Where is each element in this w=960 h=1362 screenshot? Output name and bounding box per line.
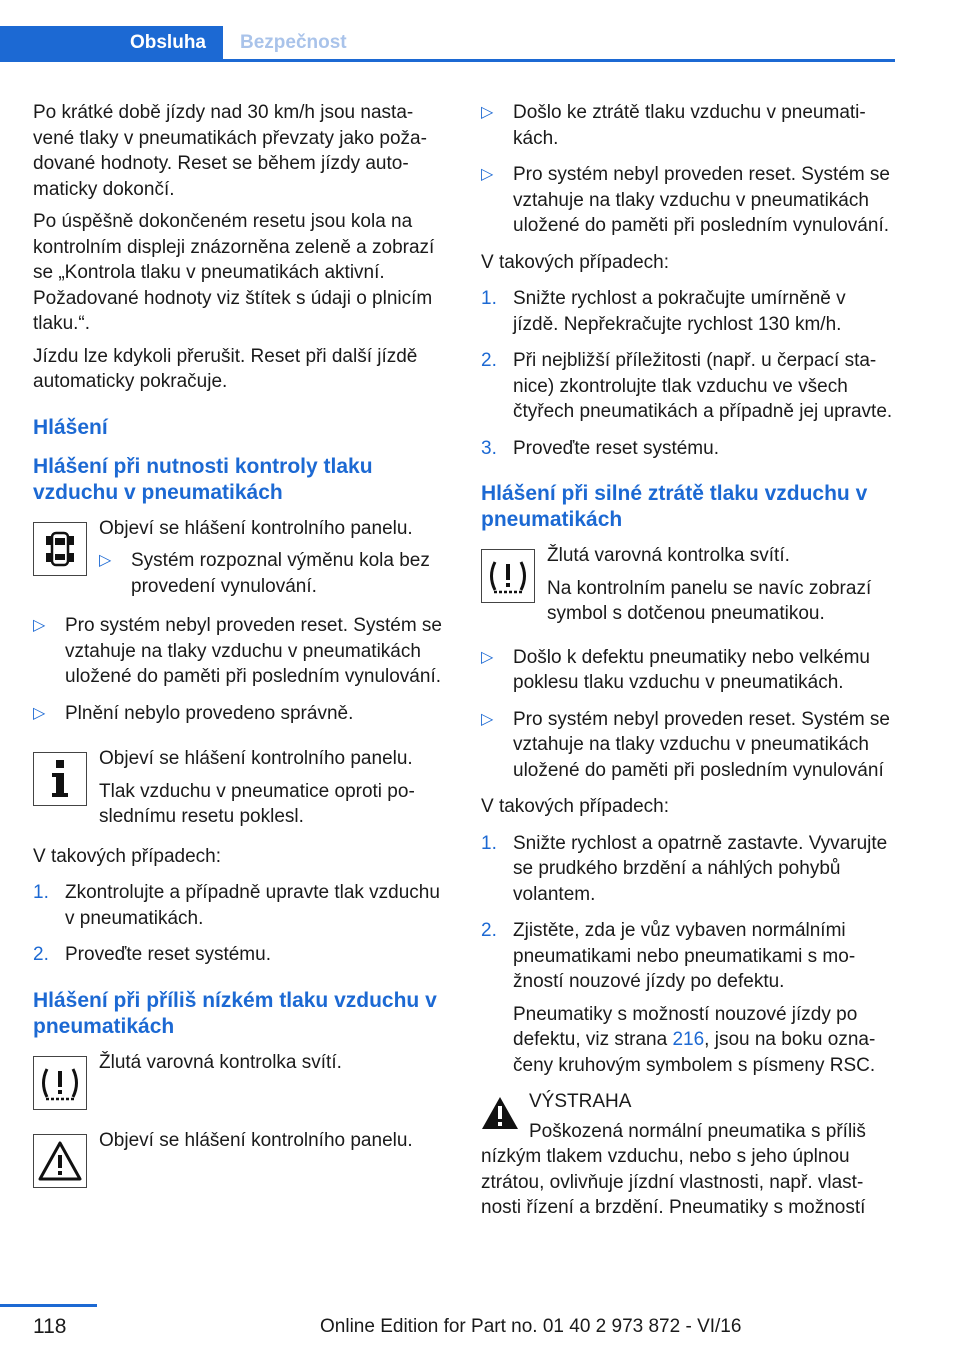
list-item-text: Pro systém nebyl proveden reset. Systém se vztahuje na tlaky vzduchu v pneumatikách uložené do paměti při posledním vynulování. — [65, 615, 442, 687]
message-text: Objeví se hlášení kontrolního panelu. — [99, 517, 413, 539]
list-item-text: Zkontrolujte a případně upravte tlak vzduchu v pneumatikách. — [65, 882, 440, 929]
paragraph: V takových případech: — [33, 845, 221, 867]
subsection-heading: Hlášení při příliš nízkém tlaku vzduchu v pneumatikách — [33, 988, 437, 1038]
list-item — [481, 707, 896, 784]
number-marker: 2. — [481, 350, 497, 371]
tab-bezpecnost[interactable]: Bezpečnost — [240, 32, 347, 53]
car-message-block — [33, 516, 448, 600]
list-item-text: Při nejbližší příležitosti (např. u čerpací stanice) zkontrolujte tlak vzduchu ve všech čtyřech pneumatikách a případně jej upravte. — [513, 350, 893, 422]
warning-title: VÝSTRAHA — [529, 1091, 632, 1112]
bullet-marker-icon: ▷ — [99, 552, 112, 569]
list-item-text: Snižte rychlost a opatrně zastavte. Vyvarujte se prudkého brzdění a náhlých pohybů volantem. — [513, 832, 888, 905]
message-text: Tlak vzduchu v pneumatice oproti poslednímu resetu poklesl. — [99, 780, 415, 827]
paragraph: Po úspěšně dokončeném resetu jsou kola na kontrolním displeji znázorněna zeleně a zobrazí se „Kontrola tlaku v pneumatikách aktivní. Požadované hodnoty viz štítek s údaji o plnicím tlaku.“. — [33, 211, 435, 334]
yellow-lamp-block — [33, 1050, 448, 1110]
page-link[interactable]: 216 — [672, 1029, 705, 1050]
list-item-text: Pro systém nebyl proveden reset. Systém se vztahuje na tlaky vzduchu v pneumatikách uložené do paměti při posledním vynulování — [513, 708, 890, 781]
message-text: Na kontrolním panelu se navíc zobrazí symbol s dotčenou pneumatikou. — [547, 577, 872, 624]
warning-message-block — [33, 1128, 448, 1188]
number-marker: 2. — [481, 920, 497, 941]
paragraph: Po krátké době jízdy nad 30 km/h jsou nastavené tlaky v pneumatikách převzaty jako požadované hodnoty. Reset se během jízdy automaticky dokončí. — [33, 102, 427, 200]
subparagraph-text: , jsou na boku označeny kruhovým symbolem s písmeny RSC. — [513, 1029, 876, 1076]
left-column — [33, 100, 448, 1202]
header-rule — [0, 59, 895, 62]
numbered-item — [33, 880, 448, 931]
list-item-text: Proveďte reset systému. — [65, 944, 271, 965]
car-tire-icon — [33, 522, 87, 576]
number-marker: 2. — [33, 944, 49, 965]
paragraph: V takových případech: — [481, 251, 669, 273]
info-message-block — [33, 746, 448, 830]
bullet-marker-icon: ▷ — [481, 648, 494, 666]
warning-triangle-icon — [481, 1095, 519, 1131]
list-item-text: Došlo k defektu pneumatiky nebo velkému poklesu tlaku vzduchu v pneumatikách. — [513, 646, 870, 693]
tab-obsluha-label: Obsluha — [129, 31, 206, 53]
message-text: Žlutá varovná kontrolka svítí. — [547, 545, 790, 566]
number-marker: 1. — [481, 288, 497, 309]
warning-text: nízkým tlakem vzduchu, nebo s jeho úplnou ztrátou, ovlivňuje jízdní vlastnosti, např. vlastnosti řízení a brzdění. Pneumatiky s možností — [481, 1146, 866, 1218]
subparagraph-text: Pneumatiky s možností nouzové jízdy po defektu, viz strana — [513, 1003, 858, 1050]
paragraph: V takových případech: — [481, 796, 669, 817]
paragraph: Jízdu lze kdykoli přerušit. Reset při další jízdě automaticky pokračuje. — [33, 345, 418, 392]
right-column — [481, 100, 896, 1221]
bullet-marker-icon: ▷ — [33, 704, 46, 722]
message-text: Objeví se hlášení kontrolního panelu. — [99, 748, 413, 769]
numbered-item — [481, 348, 896, 425]
list-item — [481, 645, 896, 696]
warning-block — [481, 1089, 896, 1221]
header-tabs — [0, 26, 895, 62]
number-marker: 3. — [481, 437, 497, 459]
bullet-marker-icon: ▷ — [481, 710, 494, 728]
subsection-heading: Hlášení při silné ztrátě tlaku vzduchu v pneumatikách — [481, 482, 868, 531]
bullet-marker-icon: ▷ — [33, 617, 46, 634]
numbered-item — [481, 436, 896, 462]
bullet-marker-icon: ▷ — [481, 104, 494, 121]
warning-triangle-icon — [33, 1134, 87, 1188]
yellow-lamp-block — [481, 543, 896, 627]
list-item-text: Snižte rychlost a pokračujte umírněně v jízdě. Nepřekračujte rychlost 130 km/h. — [513, 288, 846, 335]
warning-text: Poškozená normální pneumatika s příliš — [529, 1120, 866, 1142]
list-item-text: Pro systém nebyl proveden reset. Systém se vztahuje na tlaky vzduchu v pneumatikách uložené do paměti při posledním vynulování. — [513, 164, 890, 236]
tire-pressure-warning-icon — [481, 549, 535, 603]
number-marker: 1. — [33, 882, 49, 903]
numbered-item — [481, 918, 896, 1078]
list-item — [481, 162, 896, 239]
list-item — [33, 701, 448, 727]
numbered-item — [33, 942, 448, 968]
list-item — [481, 100, 896, 151]
list-item-text: Zjistěte, zda je vůz vybaven normálními pneumatikami nebo pneumatikami s možností nouzové jízdy po defektu. — [513, 920, 856, 992]
list-item — [33, 613, 448, 690]
message-text: Žlutá varovná kontrolka svítí. — [99, 1051, 342, 1073]
message-text: Objeví se hlášení kontrolního panelu. — [99, 1129, 413, 1151]
section-heading: Hlášení — [33, 415, 108, 439]
list-item-text: Došlo ke ztrátě tlaku vzduchu v pneumatikách. — [513, 102, 866, 149]
number-marker: 1. — [481, 832, 497, 854]
numbered-item — [481, 286, 896, 337]
list-item-text: Plnění nebylo provedeno správně. — [65, 702, 354, 724]
numbered-item — [481, 831, 896, 908]
edition-footer: Online Edition for Part no. 01 40 2 973 872 - VI/16 — [320, 1316, 742, 1337]
bullet-marker-icon: ▷ — [481, 166, 494, 183]
list-item-text: Proveďte reset systému. — [513, 437, 719, 459]
info-icon — [33, 752, 87, 806]
list-item — [99, 548, 448, 599]
subsection-heading: Hlášení při nutnosti kontroly tlaku vzduchu v pneumatikách — [33, 454, 373, 504]
list-item-subparagraph — [513, 1002, 896, 1079]
page-number-rule — [0, 1304, 97, 1307]
page-number: 118 — [33, 1315, 67, 1338]
tire-pressure-warning-icon — [33, 1056, 87, 1110]
list-item-text: Systém rozpoznal výměnu kola bez provedení vynulování. — [131, 550, 430, 597]
tab-obsluha[interactable] — [0, 26, 223, 59]
